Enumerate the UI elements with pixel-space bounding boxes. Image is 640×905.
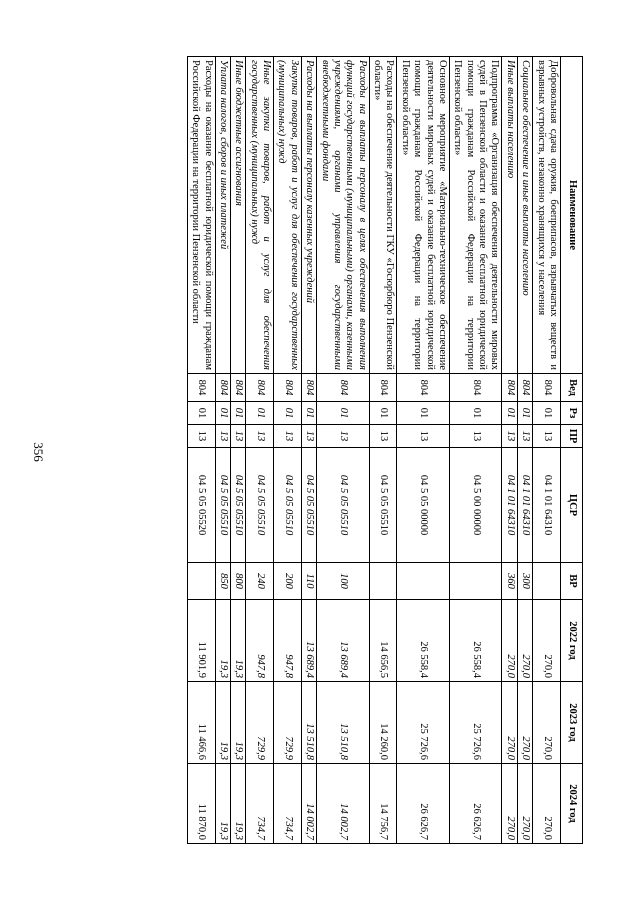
header-2023: 2023 год [561, 682, 583, 764]
table-cell-rz: 01 [369, 402, 397, 425]
table-cell-name: Уплата налогов, сборов и иных платежей [215, 57, 230, 374]
table-cell-ved: 804 [502, 374, 517, 402]
table-cell-2024: 26 626,7 [450, 764, 503, 844]
header-name: Наименование [561, 57, 583, 374]
table-cell-ved: 804 [246, 374, 274, 402]
table-cell-ved: 804 [215, 374, 230, 402]
table-row [187, 57, 215, 844]
table-cell-vr [187, 563, 215, 600]
table-cell-name: Расходы на выплаты персоналу казенных учреждений [301, 57, 316, 374]
table-cell-2024: 14 002,7 [317, 764, 370, 844]
table-cell-csr: 04 5 05 05520 [187, 448, 215, 563]
table-cell-2023: 13 510,8 [301, 682, 316, 764]
table-cell-csr: 04 5 00 00000 [450, 448, 503, 563]
table-cell-csr: 04 5 05 00000 [397, 448, 450, 563]
table-cell-2024: 19,3 [231, 764, 246, 844]
table-cell-2023: 19,3 [231, 682, 246, 764]
table-cell-2022: 19,3 [215, 600, 230, 682]
table-cell-vr: 300 [517, 563, 532, 600]
budget-table [187, 56, 583, 844]
table-cell-csr: 04 5 05 05510 [246, 448, 274, 563]
table-cell-2022: 270,0 [517, 600, 532, 682]
table-cell-csr: 04 5 05 05510 [215, 448, 230, 563]
table-cell-csr: 04 1 01 64310 [502, 448, 517, 563]
table-cell-2022: 26 558,4 [397, 600, 450, 682]
table-cell-2023: 270,0 [517, 682, 532, 764]
table-cell-2022: 270,0 [502, 600, 517, 682]
table-cell-2022: 13 689,4 [301, 600, 316, 682]
table-cell-pr: 13 [502, 425, 517, 448]
table-cell-rz: 01 [317, 402, 370, 425]
table-cell-csr: 04 5 05 05510 [231, 448, 246, 563]
table-cell-rz: 01 [187, 402, 215, 425]
table-row [317, 57, 370, 844]
table-cell-2023: 25 726,6 [397, 682, 450, 764]
page-number: 356 [31, 442, 46, 462]
table-cell-rz: 01 [397, 402, 450, 425]
table-cell-pr: 13 [231, 425, 246, 448]
table-row [301, 57, 316, 844]
table-cell-rz: 01 [215, 402, 230, 425]
table-cell-rz: 01 [274, 402, 302, 425]
table-cell-rz: 01 [301, 402, 316, 425]
table-cell-2024: 270,0 [517, 764, 532, 844]
table-cell-name: Расходы на выплаты персоналу в целях обеспечения выполнения функций государственными (муниципальными) органами, казенными учреждениями, органами управления государственными внебюджетными фондами [317, 57, 370, 374]
table-cell-2024: 19,3 [215, 764, 230, 844]
table-cell-rz: 01 [533, 402, 561, 425]
table-cell-2022: 11 901,9 [187, 600, 215, 682]
table-cell-ved: 804 [397, 374, 450, 402]
table-cell-csr: 04 5 05 05510 [301, 448, 316, 563]
table-cell-2022: 947,8 [274, 600, 302, 682]
header-ved: Вед [561, 374, 583, 402]
table-cell-vr: 240 [246, 563, 274, 600]
table-cell-name: Иные выплаты населению [502, 57, 517, 374]
table-cell-vr: 360 [502, 563, 517, 600]
table-row [502, 57, 517, 844]
table-cell-2024: 270,0 [502, 764, 517, 844]
budget-table-container [95, 56, 583, 843]
table-row [231, 57, 246, 844]
table-cell-ved: 804 [369, 374, 397, 402]
table-cell-rz: 01 [246, 402, 274, 425]
table-cell-rz: 01 [450, 402, 503, 425]
table-cell-2024: 734,7 [246, 764, 274, 844]
table-cell-vr: 850 [215, 563, 230, 600]
table-cell-name: Добровольная сдача оружия, боеприпасов, взрывчатых веществ и взрывных устройств, незаконно хранящихся у населения [533, 57, 561, 374]
table-cell-2024: 11 870,0 [187, 764, 215, 844]
table-cell-vr [397, 563, 450, 600]
table-cell-2023: 270,0 [533, 682, 561, 764]
table-row [215, 57, 230, 844]
table-cell-csr: 04 5 05 05510 [369, 448, 397, 563]
table-row [450, 57, 503, 844]
table-cell-name: Основное мероприятие «Материально-техническое обеспечение деятельности мировых судей и оказание бесплатной юридической помощи гражданам Российской Федерации на территории Пензенской области» [397, 57, 450, 374]
table-cell-pr: 13 [274, 425, 302, 448]
table-cell-2022: 947,8 [246, 600, 274, 682]
table-cell-2022: 270,0 [533, 600, 561, 682]
table-cell-csr: 04 1 01 64310 [533, 448, 561, 563]
table-cell-2023: 729,9 [274, 682, 302, 764]
table-row [369, 57, 397, 844]
table-cell-name: Иные закупки товаров, работ и услуг для обеспечения государственных (муниципальных) нужд [246, 57, 274, 374]
table-cell-ved: 804 [231, 374, 246, 402]
table-cell-ved: 804 [187, 374, 215, 402]
table-cell-2024: 26 626,7 [397, 764, 450, 844]
table-row [246, 57, 274, 844]
table-cell-csr: 04 5 05 05510 [274, 448, 302, 563]
table-cell-pr: 13 [317, 425, 370, 448]
table-cell-2024: 734,7 [274, 764, 302, 844]
table-cell-2023: 729,9 [246, 682, 274, 764]
table-cell-name: Расходы на оказание бесплатной юридической помощи гражданам Российской Федерации на территории Пензенской области [187, 57, 215, 374]
table-cell-2024: 14 002,7 [301, 764, 316, 844]
table-cell-2023: 11 466,6 [187, 682, 215, 764]
table-cell-ved: 804 [301, 374, 316, 402]
table-cell-vr [450, 563, 503, 600]
table-cell-pr: 13 [246, 425, 274, 448]
table-cell-2024: 270,0 [533, 764, 561, 844]
table-row [517, 57, 532, 844]
table-cell-vr: 800 [231, 563, 246, 600]
table-cell-vr [533, 563, 561, 600]
table-cell-ved: 804 [533, 374, 561, 402]
table-cell-vr [369, 563, 397, 600]
table-row [533, 57, 561, 844]
table-cell-2024: 14 756,7 [369, 764, 397, 844]
table-cell-name: Закупка товаров, работ и услуг для обеспечения государственных (муниципальных) нужд [274, 57, 302, 374]
table-cell-pr: 13 [215, 425, 230, 448]
table-cell-pr: 13 [533, 425, 561, 448]
header-pr: ПР [561, 425, 583, 448]
table-cell-2022: 14 656,5 [369, 600, 397, 682]
header-2022: 2022 год [561, 600, 583, 682]
table-cell-2023: 19,3 [215, 682, 230, 764]
header-csr: ЦСР [561, 448, 583, 563]
header-rz: Рз [561, 402, 583, 425]
table-cell-2023: 14 260,0 [369, 682, 397, 764]
page-number-area [0, 0, 90, 905]
table-header-row [561, 57, 583, 844]
table-cell-pr: 13 [450, 425, 503, 448]
header-vr: ВР [561, 563, 583, 600]
table-cell-csr: 04 5 05 05510 [317, 448, 370, 563]
table-cell-name: Расходы на обеспечение деятельности ГКУ «Госюрбюро Пензенской области» [369, 57, 397, 374]
table-cell-pr: 13 [517, 425, 532, 448]
table-cell-2022: 19,3 [231, 600, 246, 682]
table-cell-vr: 200 [274, 563, 302, 600]
table-row [397, 57, 450, 844]
table-cell-pr: 13 [187, 425, 215, 448]
table-cell-pr: 13 [369, 425, 397, 448]
table-cell-csr: 04 1 01 64310 [517, 448, 532, 563]
table-cell-2022: 26 558,4 [450, 600, 503, 682]
table-cell-ved: 804 [317, 374, 370, 402]
table-cell-name: Социальное обеспечение и иные выплаты населению [517, 57, 532, 374]
table-cell-pr: 13 [397, 425, 450, 448]
table-row [274, 57, 302, 844]
table-cell-vr: 110 [301, 563, 316, 600]
table-cell-pr: 13 [301, 425, 316, 448]
table-cell-2023: 25 726,6 [450, 682, 503, 764]
table-cell-ved: 804 [274, 374, 302, 402]
table-cell-2023: 270,0 [502, 682, 517, 764]
table-cell-2023: 13 510,8 [317, 682, 370, 764]
table-cell-rz: 01 [502, 402, 517, 425]
header-2024: 2024 год [561, 764, 583, 844]
table-cell-ved: 804 [517, 374, 532, 402]
table-cell-name: Иные бюджетные ассигнования [231, 57, 246, 374]
table-cell-vr: 100 [317, 563, 370, 600]
table-cell-rz: 01 [231, 402, 246, 425]
table-cell-name: Подпрограмма «Организация обеспечения деятельности мировых судей в Пензенской области и оказание бесплатной юридической помощи гражданам Российской Федерации на территории Пензенской области» [450, 57, 503, 374]
table-cell-ved: 804 [450, 374, 503, 402]
table-cell-2022: 13 689,4 [317, 600, 370, 682]
table-cell-rz: 01 [517, 402, 532, 425]
